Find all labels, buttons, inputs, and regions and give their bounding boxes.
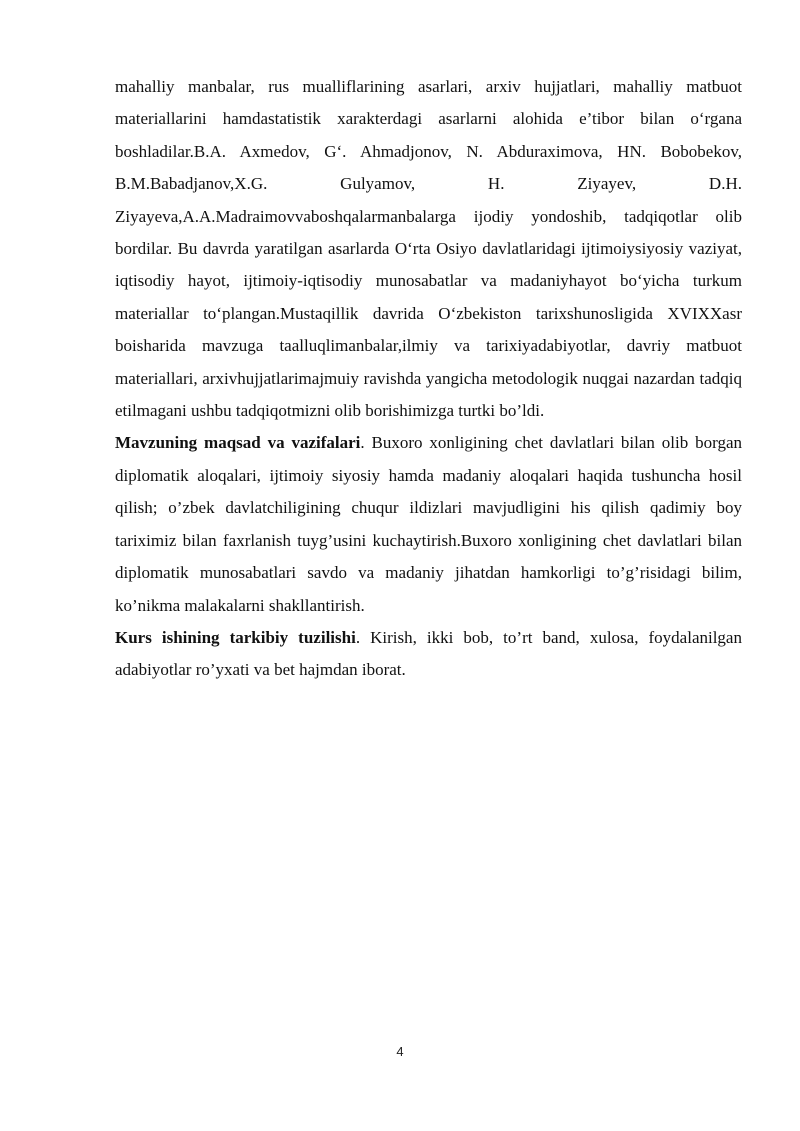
goals-text: . Buxoro xonligining chet davlatlari bilan olib borgan diplomatik aloqalari, ijtimoiy siyosiy hamda madaniy aloqalari haqida tushuncha hosil qilish; o’zbek davlatchiligining chuqur ildizlari mavjudligini his qilish qadimiy boy tariximiz bilan faxrlanish tuyg’usini kuchaytirish.Buxoro xonligining chet davlatlari bilan diplomatik munosabatlari savdo va madaniy jihatdan hamkorligi to’g’risidagi bilim, ko’nikma malakalarni shakllantirish.	[115, 433, 742, 615]
page-number: 4	[396, 1044, 404, 1059]
structure-heading: Kurs ishining tarkibiy tuzilishi	[115, 627, 356, 647]
paragraph-intro: mahalliy manbalar, rus mualliflarining asarlari, arxiv hujjatlari, mahalliy matbuot materiallarini hamdastatistik xarakterdagi asarlarni alohida e’tibor bilan o‘rgana boshladilar.B.A. Axmedov, G‘. Ahmadjonov, N. Abduraximova, HN. Bobobekov, B.M.Babadjanov,X.G. Gulyamov, H. Ziyayev, D.H. Ziyayeva,A.A.Madraimovvaboshqalarmanbalarga ijodiy yondoshib, tadqiqotlar olib bordilar. Bu davrda yaratilgan asarlarda O‘rta Osiyo davlatlaridagi ijtimoiysiyosiy vaziyat, iqtisodiy hayot, ijtimoiy-iqtisodiy munosabatlar va madaniyhayot bo‘yicha turkum materiallar to‘plangan.Mustaqillik davrida O‘zbekiston tarixshunosligida XVIXXasr boisharida mavzuga taalluqlimanbalar,ilmiy va tarixiyadabiyotlar, davriy matbuot materiallari, arxivhujjatlarimajmuiy ravishda yangicha metodologik nuqgai nazardan tadqiq etilmagani ushbu tadqiqotmizni olib borishimizga turtki bo’ldi.	[115, 77, 742, 421]
paragraph-structure	[115, 622, 742, 687]
paragraph-goals	[115, 427, 742, 621]
goals-heading: Mavzuning maqsad va vazifalari	[115, 433, 361, 453]
page-body	[115, 71, 742, 687]
structure-text: . Kirish, ikki bob, to’rt band, xulosa, foydalanilgan adabiyotlar ro’yxati va bet hajmdan iborat.	[115, 627, 742, 680]
